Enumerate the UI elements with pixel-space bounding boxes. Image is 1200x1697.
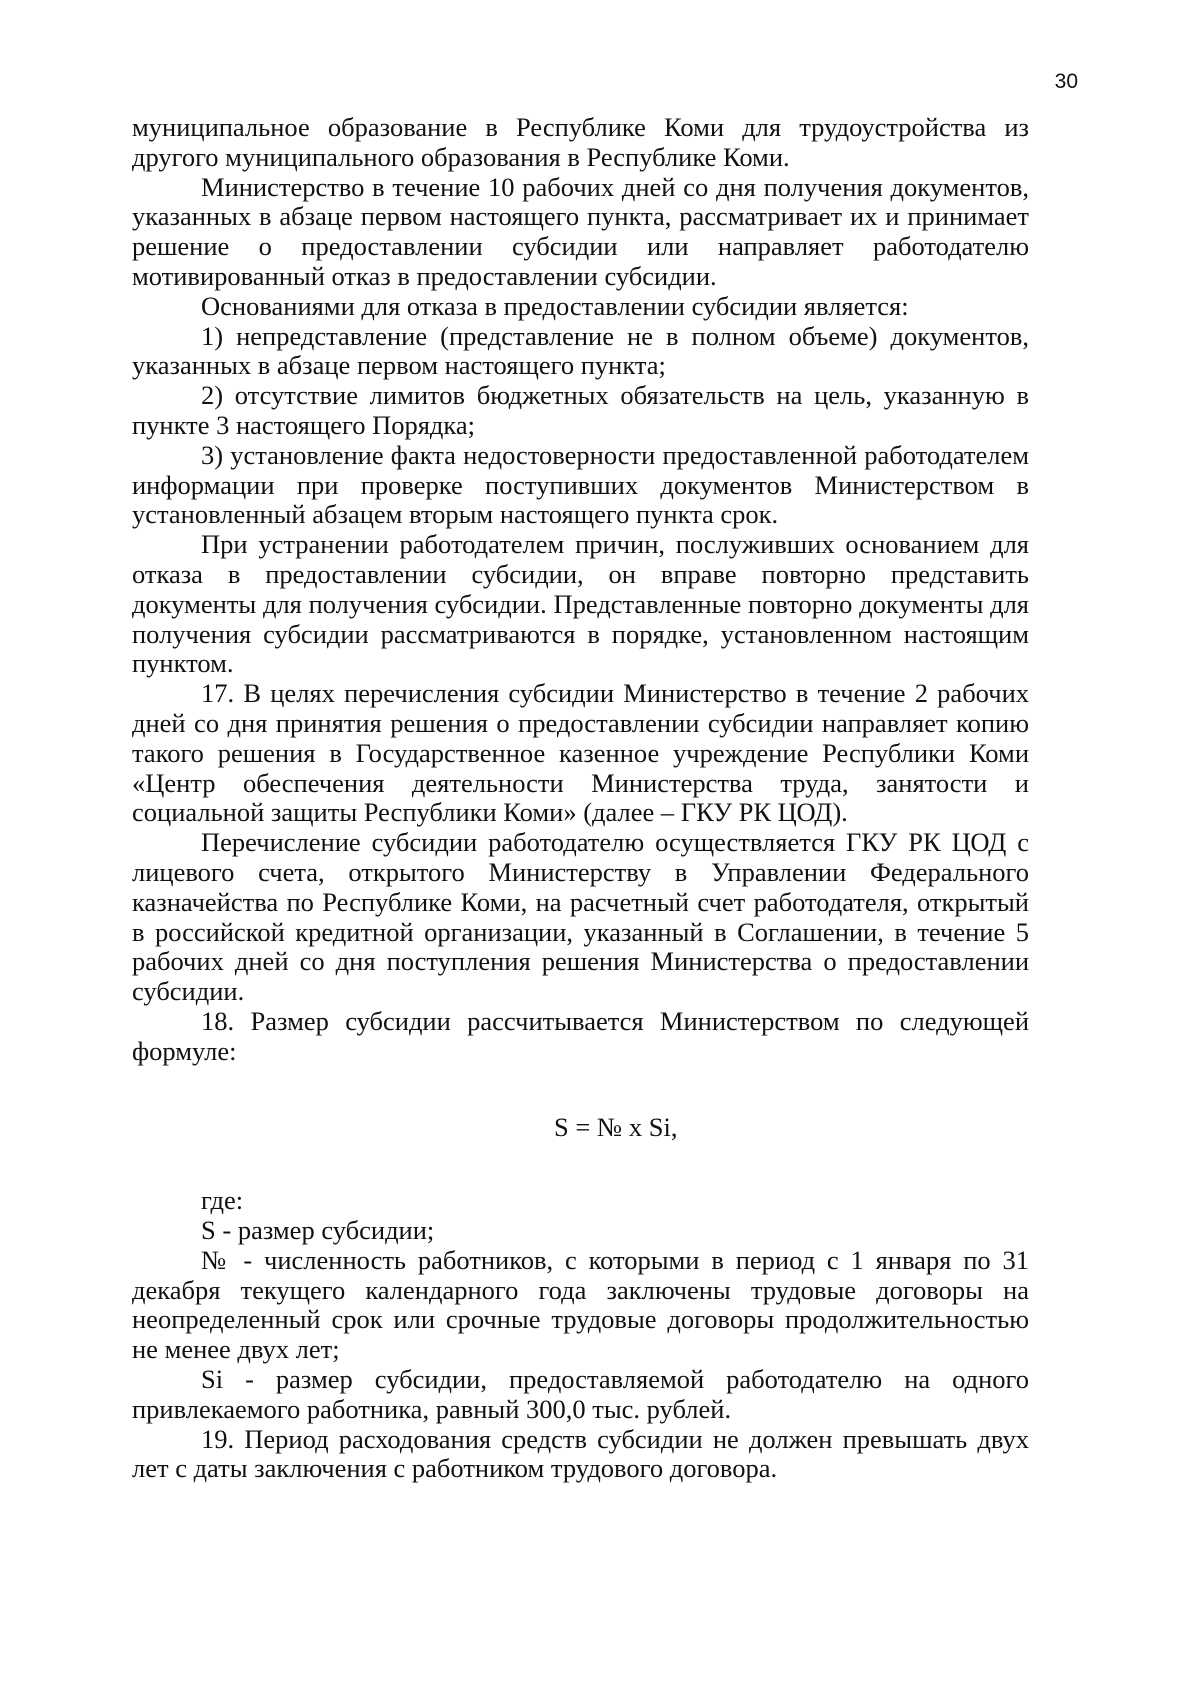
definition-s: S - размер субсидии; — [201, 1215, 435, 1246]
page-number: 30 — [1054, 70, 1078, 93]
document-body — [132, 113, 1029, 1484]
definition-si: Si - размер субсидии, предоставляемой работодателю на одного привлекаемого работника, равный 300,0 тыс. рублей. — [132, 1364, 1029, 1424]
paragraph-refusal-grounds-intro: Основаниями для отказа в предоставлении субсидии является: — [201, 290, 909, 321]
paragraph-resubmission: При устранении работодателем причин, послуживших основанием для отказа в предоставлении субсидии, он вправе повторно представить документы для получения субсидии. Представленные повторно документы для получения субсидии рассматриваются в порядке, установленном настоящим пунктом. — [132, 529, 1029, 679]
paragraph-item-18: 18. Размер субсидии рассчитывается Министерством по следующей формуле: — [132, 1005, 1029, 1066]
subsidy-formula: S = № x Si, — [554, 1111, 678, 1142]
paragraph-item-17: 17. В целях перечисления субсидии Министерство в течение 2 рабочих дней со дня принятия решения о предоставлении субсидии направляет копию такого решения в Государственное казенное учреждение Республики Коми «Центр обеспечения деятельности Министерства труда, занятости и социальной защиты Республики Коми» (далее – ГКУ РК ЦОД). — [132, 678, 1029, 828]
paragraph-transfer: Перечисление субсидии работодателю осуществляется ГКУ РК ЦОД с лицевого счета, открытого Министерству в Управлении Федерального казначейства по Республике Коми, на расчетный счет работодателя, открытый в российской кредитной организации, указанный в Соглашении, в течение 5 рабочих дней со дня поступления решения Министерства о предоставлении субсидии. — [132, 827, 1029, 1007]
list-item-1: 1) непредставление (представление не в полном объеме) документов, указанных в абзаце первом настоящего пункта; — [132, 320, 1029, 381]
paragraph-continuation: муниципальное образование в Республике Коми для трудоустройства из другого муниципального образования в Республике Коми. — [132, 112, 1029, 172]
paragraph-review-period: Министерство в течение 10 рабочих дней со дня получения документов, указанных в абзаце первом настоящего пункта, рассматривает их и принимает решение о предоставлении субсидии или направляет работодателю мотивированный отказ в предоставлении субсидии. — [132, 171, 1029, 291]
definition-n: № - численность работников, с которыми в период с 1 января по 31 декабря текущего календарного года заключены трудовые договоры на неопределенный срок или срочные трудовые договоры продолжительностью не менее двух лет; — [132, 1244, 1029, 1365]
list-item-3: 3) установление факта недостоверности предоставленной работодателем информации при проверке поступивших документов Министерством в установленный абзацем вторым настоящего пункта срок. — [132, 439, 1029, 530]
list-item-2: 2) отсутствие лимитов бюджетных обязательств на цель, указанную в пункте 3 настоящего Порядка; — [132, 380, 1029, 440]
paragraph-item-19: 19. Период расходования средств субсидии не должен превышать двух лет с даты заключения с работником трудового договора. — [132, 1423, 1029, 1484]
paragraph-where: где: — [201, 1185, 244, 1216]
